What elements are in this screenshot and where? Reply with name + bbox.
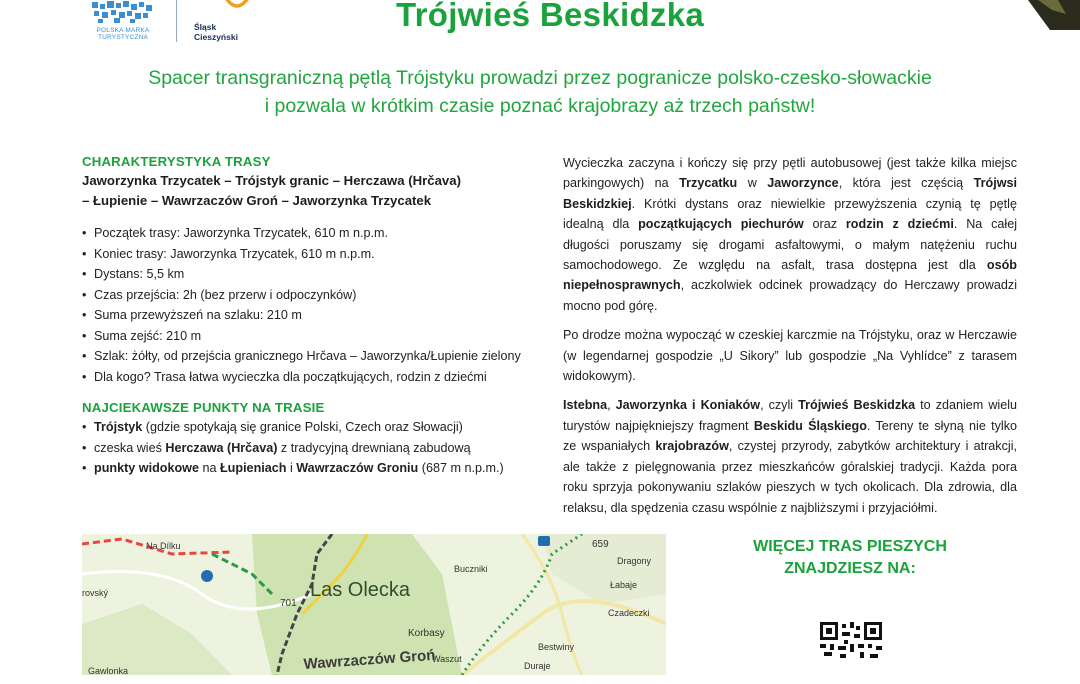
map-label-na-dilku: Na Dílku xyxy=(146,541,181,551)
points-heading: NAJCIEKAWSZE PUNKTY NA TRASIE xyxy=(82,400,325,415)
map-label-elevation-659: 659 xyxy=(592,539,609,550)
map-label-gawlonka: Gawlonka xyxy=(88,666,129,675)
fact-start: • Początek trasy: Jaworzynka Trzycatek, 610 m n.p.m. xyxy=(82,223,542,244)
fact-ascent: • Suma przewyższeń na szlaku: 210 m xyxy=(82,305,542,326)
point-viewpoints: • punkty widokowe na Łupieniach i Wawrzaczów Groniu (687 m n.p.m.) xyxy=(82,458,542,479)
more-routes-callout xyxy=(730,536,970,580)
fact-time: • Czas przejścia: 2h (bez przerw i odpoczynków) xyxy=(82,285,542,306)
point-herczawa: • czeska wieś Herczawa (Hrčava) z tradycyjną drewnianą zabudową xyxy=(82,438,542,459)
spring-icon xyxy=(201,570,213,582)
fact-end: • Koniec trasy: Jaworzynka Trzycatek, 610 m n.p.m. xyxy=(82,244,542,265)
route-line-2: – Łupienie – Wawrzaczów Groń – Jaworzynka Trzycatek xyxy=(82,193,432,208)
intro-line-1: Spacer transgraniczną pętlą Trójstyku prowadzi przez pogranicze polsko-czesko-słowackie xyxy=(148,67,932,89)
fact-audience: • Dla kogo? Trasa łatwa wycieczka dla początkujących, rodzin z dziećmi xyxy=(82,367,542,388)
map-label-duraje: Duraje xyxy=(524,661,551,671)
intro-text xyxy=(40,64,1040,120)
map-label-buczniki: Buczniki xyxy=(454,564,488,574)
route-line-1: Jaworzynka Trzycatek – Trójstyk granic – Herczawa (Hrčava) xyxy=(82,173,461,188)
route-characteristics xyxy=(82,153,542,479)
map-label-labaje: Łabaje xyxy=(610,580,638,590)
map-label-wawrzaczow: Wawrzaczów Groń xyxy=(303,646,436,673)
fact-trail: • Szlak: żółty, od przejścia granicznego Hrčava – Jaworzynka/Łupienie zielony xyxy=(82,346,542,367)
brand-caption: POLSKA MARKA TURYSTYCZNA xyxy=(96,27,150,41)
route-description xyxy=(563,153,1017,527)
map-label-las-olecka: Las Olecka xyxy=(310,579,411,601)
fact-descent: • Suma zejść: 210 m xyxy=(82,326,542,347)
cta-line-1: WIĘCEJ TRAS PIESZYCH xyxy=(753,538,947,555)
point-trojstyk: • Trójstyk (gdzie spotykają się granice Polski, Czech oraz Słowacji) xyxy=(82,417,542,438)
map-label-waszut: Waszut xyxy=(432,654,462,664)
map-label-bestwiny: Bestwiny xyxy=(538,642,575,652)
description-paragraph-2: Po drodze można wypocząć w czeskiej karczmie na Trójstyku, oraz w Herczawie (w legendarnej gospodzie „U Sikory” lub gospodzie „Na Vyhlídce” z tarasem widokowym). xyxy=(563,328,1017,384)
route-facts-list xyxy=(82,223,542,387)
intro-line-2: i pozwala w krótkim czasie poznać krajobrazy aż trzech państw! xyxy=(264,95,816,117)
route-heading: CHARAKTERYSTYKA TRASY xyxy=(82,154,271,169)
brand-name-line2: Cieszyński xyxy=(194,32,238,42)
page-title: Trójwieś Beskidzka xyxy=(395,0,705,33)
map-label-rovsky: rovský xyxy=(82,588,109,598)
fact-distance: • Dystans: 5,5 km xyxy=(82,264,542,285)
brand-name-line1: Śląsk xyxy=(194,22,217,32)
description-paragraph-3: Istebna, Jaworzynka i Koniaków, czyli Trójwieś Beskidzka to zdaniem wielu turystów najpiękniejszy fragment Beskidu Śląskiego. Tereny te słyną nie tylko ze wspaniałych krajobrazów, czystej przyrody, zabytków architektury i atrakcji, ale także z pielęgnowania przez mieszkańców góralskiej tradycji. Każda pora roku sprzyja pokonywaniu szlaków pieszych w tych okolicach. Dla zdrowia, dla relaksu, dla spędzenia czasu wspólnie z najbliższymi i przyjaciółmi. xyxy=(563,398,1018,515)
points-list xyxy=(82,417,542,479)
map-label-elevation-701: 701 xyxy=(280,598,297,609)
route-map xyxy=(82,534,666,675)
map-label-korbasy: Korbasy xyxy=(408,628,445,639)
bus-stop-icon xyxy=(538,536,550,546)
cta-line-2: ZNAJDZIESZ NA: xyxy=(784,560,916,577)
map-label-dragony: Dragony xyxy=(617,556,652,566)
map-label-czadeczki: Czadeczki xyxy=(608,608,650,618)
description-paragraph-1: Wycieczka zaczyna i kończy się przy pętli autobusowej (jest także kilka miejsc parkingowych) na Trzycatku w Jaworzynce, która jest częścią Trójwsi Beskidzkiej. Krótki dystans oraz niewielkie przewyższenia czynią tę pętlę idealną dla początkujących piechurów oraz rodzin z dziećmi. Na całej długości poruszamy się drogami asfaltowymi, o małym natężeniu ruchu samochodowego. Ze względu na asfalt, trasa dostępna jest dla osób niepełnosprawnych, aczkolwiek odcinek prowadzący do Herczawy prowadzi mocno pod górę. xyxy=(563,156,1018,313)
